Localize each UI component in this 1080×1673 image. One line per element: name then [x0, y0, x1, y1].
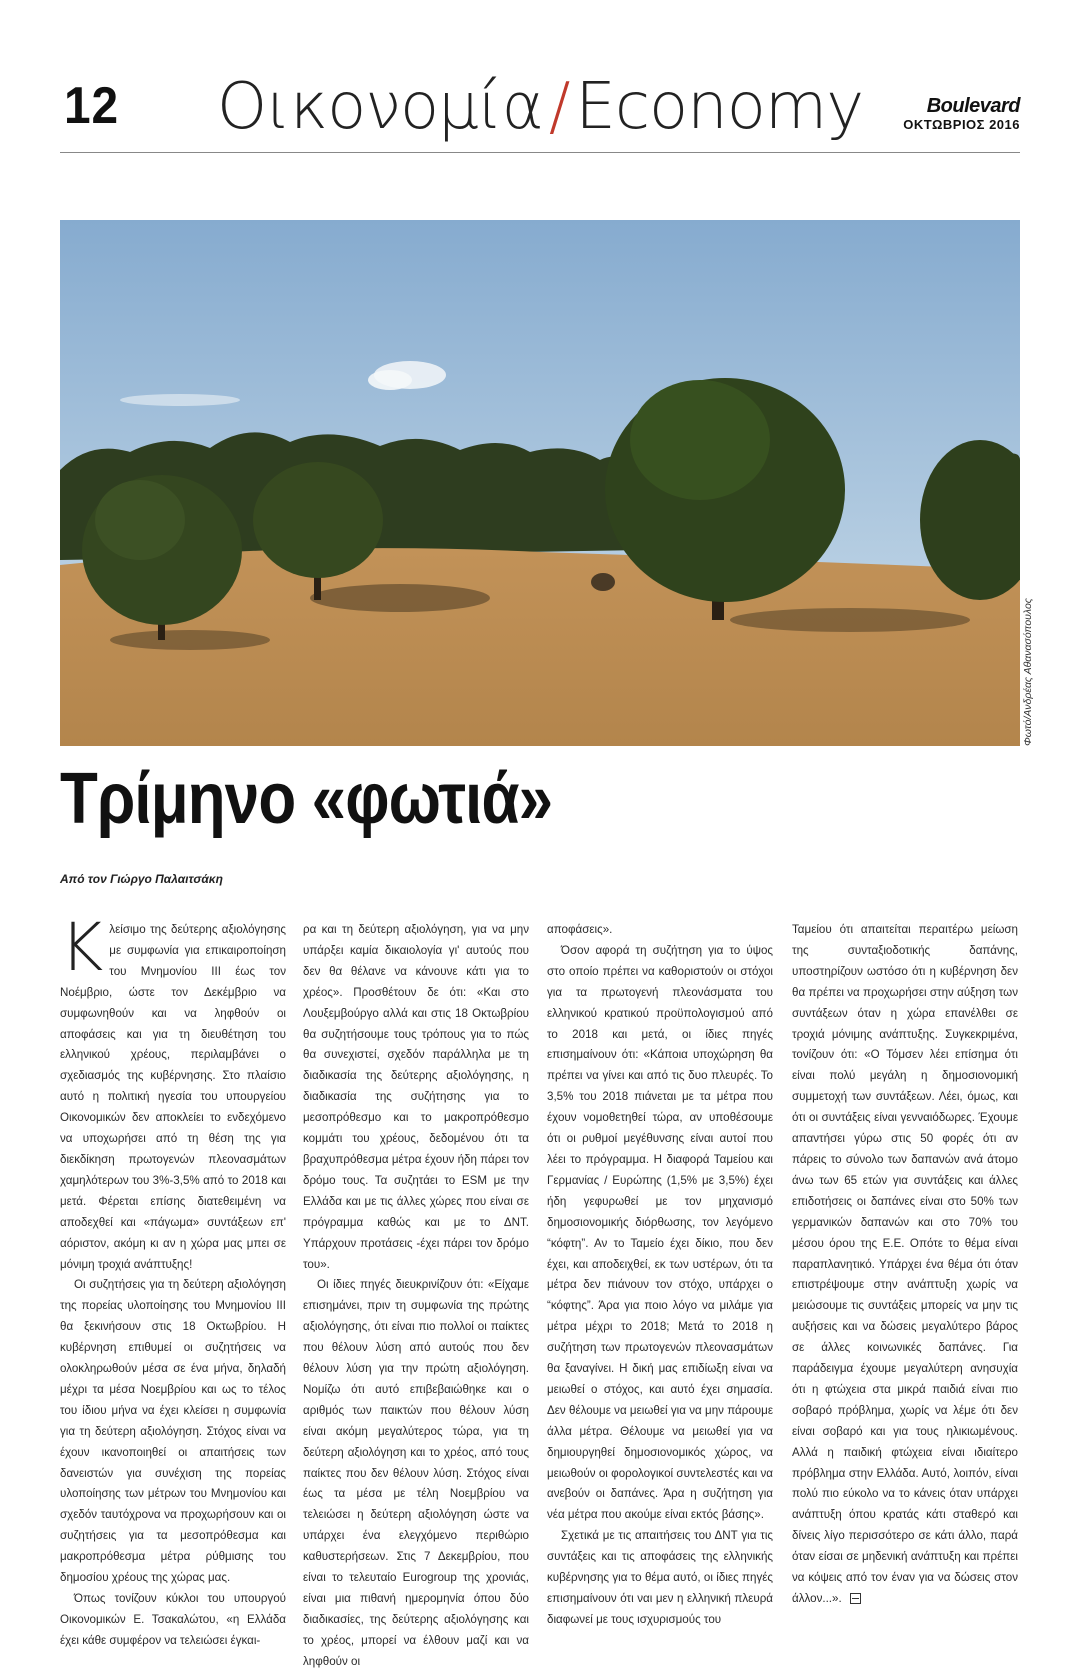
- paragraph: [792, 920, 1018, 1610]
- publication-brand: [903, 96, 1020, 131]
- page-number: 12: [64, 77, 120, 135]
- article-column-2: [303, 920, 529, 1673]
- paragraph: Οι συζητήσεις για τη δεύτερη αξιολόγηση της πορείας υλοποίησης του Μνημονίου ΙΙΙ θα ξεκινήσουν στις 18 Οκτωβρίου. Η κυβέρνηση επιθυμεί οι συζητήσεις να ολοκληρωθούν μέσα σε ένα μήνα, δηλαδή μέχρι τα μέσα Νοεμβρίου και ως το τέλος του ίδιου μήνα να έχει κλείσει η συμφωνία για τη δεύτερη αξιολόγηση. Στόχος είναι να έχουν ικανοποιηθεί οι απαιτήσεις των δανειστών για συνέχιση της πορείας υλοποίησης των μέτρων του Μνημονίου και σχεδόν ταυτόχρονα να προχωρήσουν και οι συζητήσεις για τα μεσοπρόθεσμα και μακροπρόθεσμα μέτρα ρύθμισης του δημοσίου χρέους της χώρας μας.: [60, 1278, 286, 1585]
- article-headline: Τρίμηνο «φωτιά»: [60, 759, 553, 839]
- drop-cap: Κ: [60, 909, 104, 986]
- article-column-1: [60, 909, 286, 1652]
- paragraph: Οι ίδιες πηγές διευκρινίζουν ότι: «Είχαμε επισημάνει, πριν τη συμφωνία της πρώτης αξιολόγησης, ότι είναι πιο πολλοί οι παίκτες που θέλουν λύση από αυτούς που δεν θέλουν λύση για την πρώτη αξιολόγηση. Νομίζω ότι αυτό επιβεβαιώθηκε και ο αριθμός των παικτών που θέλουν λύση είναι ακόμη μεγαλύτερος τώρα, για τη δεύτερη αξιολόγηση και το χρέος, από τους παίκτες που δεν θέλουν λύση. Στόχος είναι έως τα μέσα με τέλη Νοεμβρίου να τελειώσει η δεύτερη αξιολόγηση ώστε να υπάρχει ένα ελεγχόμενο περιθώριο καθυστερήσεων. Στις 7 Δεκεμβρίου, που είναι το τελευταίο Eurogroup της χρονιάς, είναι μια πιθανή ημερομηνία όπου δύο διαδικασίες, της δεύτερης αξιολόγησης και το χρέος, μπορεί να έλθουν μαζί και να ληφθούν οι: [303, 1278, 529, 1668]
- article-column-4: [792, 920, 1018, 1610]
- publication-name: Boulevard: [926, 95, 1020, 117]
- issue-date: ΟΚΤΩΒΡΙΟΣ 2016: [903, 117, 1020, 132]
- section-title-greek: Οικονομία: [216, 70, 543, 144]
- article-column-3: [547, 920, 773, 1631]
- paragraph-text: λείσιμο της δεύτερης αξιολόγησης με συμφωνία για επικαιροποίηση του Μνημονίου ΙΙΙ έως τον Νοέμβριο, ώστε τον Δεκέμβριο να συμφωνηθούν και να ληφθούν οι αποφάσεις και για τη διευθέτηση του ελληνικού χρέους, περιλαμβάνει ο σχεδιασμός της κυβέρνησης. Στο πλαίσιο αυτό η πολιτική ηγεσία του υπουργείου Οικονομικών δεν αποκλείει το ενδεχόμενο να υποχωρήσει από τη θέση της για διεκδίκηση πρωτογενών πλεονασμάτων χαμηλότερων του 3%-3,5% από το 2018 και μετά. Φέρεται επίσης διατεθειμένη να αποδεχθεί και «πάγωμα» συντάξεων επ' αόριστον, ακόμη κι αν η χώρα μας μπει σε μόνιμη τροχιά ανάπτυξης!: [60, 923, 286, 1271]
- paragraph-text: Ταμείου ότι απαιτείται περαιτέρω μείωση της συνταξιοδοτικής δαπάνης, υποστηρίζουν ωστόσο ότι η κυβέρνηση δεν θα πρέπει να προχωρήσει στην αύξηση των συντάξεων όταν η χώρα επανέλθει σε τροχιά μόνιμης ανάπτυξης. Συγκεκριμένα, τονίζουν ότι: «Ο Τόμσεν λέει επίσημα ότι είναι πολύ μεγάλη η δημοσιονομική συμμετοχή των συντάξεων. Λέει, όμως, και ότι οι συντάξεις είναι γενναιόδωρες. Έχουμε απαντήσει γύρω στις 50 φορές ότι αν πάρεις το σύνολο των δαπανών ανά άτομο άνω των 65 ετών για συντάξεις και άλλες επιδοτήσεις οι δαπάνες είναι στο 50% των γερμανικών δαπανών και στο 70% του μέσου όρου της Ε.Ε. Οπότε το θέμα είναι παραπλανητικό. Υπάρχει ένα θέμα ότι όταν επιστρέψουμε στην ανάπτυξη χωρίς να μειώσουμε τις συντάξεις μπορείς να μην τις αυξήσεις και να δώσεις μεγαλύτερο βάρος σε άλλες κοινωνικές δαπάνες. Για παράδειγμα έχουμε μεγαλύτερη ανησυχία ότι η φτώχεια στα μικρά παιδιά είναι πιο σοβαρό πρόβλημα, χωρίς να λέμε ότι δεν είναι σοβαρό και για τους ηλικιωμένους. Αλλά η παιδική φτώχεια είναι ιδιαίτερο πρόβλημα στην Ελλάδα. Αυτό, λοιπόν, είναι πολύ πιο εύκολο να το κάνεις όταν υπάρχει ανάπτυξη όπου κρατάς κάτι σταθερό και δίνεις λίγο περισσότερο σε κάτι άλλο, παρά όταν είσαι σε μηδενική ανάπτυξη και πρέπει να κόψεις από τον έναν για να δώσεις στον άλλον...».: [792, 923, 1018, 1605]
- landscape-photo: [60, 220, 1020, 746]
- paragraph: Όπως τονίζουν κύκλοι του υπουργού Οικονομικών Ε. Τσακαλώτου, «η Ελλάδα έχει κάθε συμφέρον να τελειώσει έγκαι-: [60, 1592, 286, 1647]
- paragraph: αποφάσεις».: [547, 923, 613, 936]
- paragraph: [60, 909, 286, 1275]
- end-of-article-icon: [850, 1593, 861, 1604]
- photo-credit: Φωτό/Ανδρέας Αθανασόπουλος: [1022, 598, 1034, 746]
- article-byline: Από τον Γιώργο Παλαιτσάκη: [60, 872, 223, 886]
- paragraph: ρα και τη δεύτερη αξιολόγηση, για να μην υπάρξει καμία δικαιολογία γι' αυτούς που δεν θα θέλανε να κάνουνε κάτι για το χρέος». Προσθέτουν δε ότι: «Και στο Λουξεμβούργο αλλά και στις 18 Οκτωβρίου θα συζητήσουμε τους τρόπους για το πώς θα συνεχιστεί, σχεδόν παράλληλα με τη διαδικασία της δεύτερης αξιολόγησης, η διαδικασία της συζήτησης για το μεσοπρόθεσμο και το μακροπρόθεσμο κομμάτι του χρέους, δεδομένου ότι τα βραχυπρόθεσμα μέτρα έχουν ήδη πάρει τον δρόμο τους. Τα συζητάει το ESM με την Ελλάδα και με τις άλλες χώρες που είναι σε πρόγραμμα καθώς και με το ΔΝΤ. Υπάρχουν προτάσεις -έχει πάρει τον δρόμο του».: [303, 923, 529, 1271]
- section-title-separator: /: [548, 70, 570, 144]
- paragraph: Σχετικά με τις απαιτήσεις του ΔΝΤ για τις συντάξεις και τις αποφάσεις της ελληνικής κυβέρνησης για το θέμα αυτό, οι ίδιες πηγές επισημαίνουν ότι ναι μεν η ελληνική πλευρά διαφωνεί με τους ισχυρισμούς του: [547, 1529, 773, 1626]
- paragraph: Όσον αφορά τη συζήτηση για το ύψος στο οποίο πρέπει να καθοριστούν οι στόχοι για τα πρωτογενή πλεονάσματα του ελληνικού κρατικού προϋπολογισμού από το 2018 και μετά, οι ίδιες πηγές επισημαίνουν ότι: «Κάποια υποχώρηση θα πρέπει να γίνει και από τις δυο πλευρές. Το 3,5% του 2018 πιάνεται με τα μέτρα που έχουν νομοθετηθεί τώρα, αν υποθέσουμε ότι οι ρυθμοί μεγέθυνσης είναι αυτοί που λέει το πρόγραμμα. Η διαφορά Ταμείου και Γερμανίας / Ευρώπης (1,5% με 3,5%) έχει ήδη γεφυρωθεί με τον μηχανισμό δημοσιονομικής διόρθωσης, τον λεγόμενο “κόφτη”. Αν το Ταμείο έχει δίκιο, που δεν έχει, και αποδειχθεί, εκ των υστέρων, ότι τα μέτρα δεν πιάνουν τον στόχο, υπάρχει ο “κόφτης”. Άρα για ποιο λόγο να μιλάμε για μέτρα μέχρι το 2018; Μετά το 2018 η συζήτηση των πρωτογενών πλεονασμάτων θα ξαναγίνει. Η δική μας επιδίωξη είναι να μειωθεί ο στόχος, και αυτό έχει σημασία. Δεν θέλουμε να μειωθεί για να μην πάρουμε άλλα μέτρα. Θέλουμε να μειωθεί για να δημιουργηθεί δημοσιονομικός χώρος, να μειωθούν οι φορολογικοί συντελεστές και να ανεβούν οι δαπάνες. Άρα η συζήτηση για νέα μέτρα που ακούμε είναι εκτός βάσης».: [547, 943, 773, 1522]
- header-divider: [60, 152, 1020, 153]
- section-title-english: Economy: [575, 70, 864, 144]
